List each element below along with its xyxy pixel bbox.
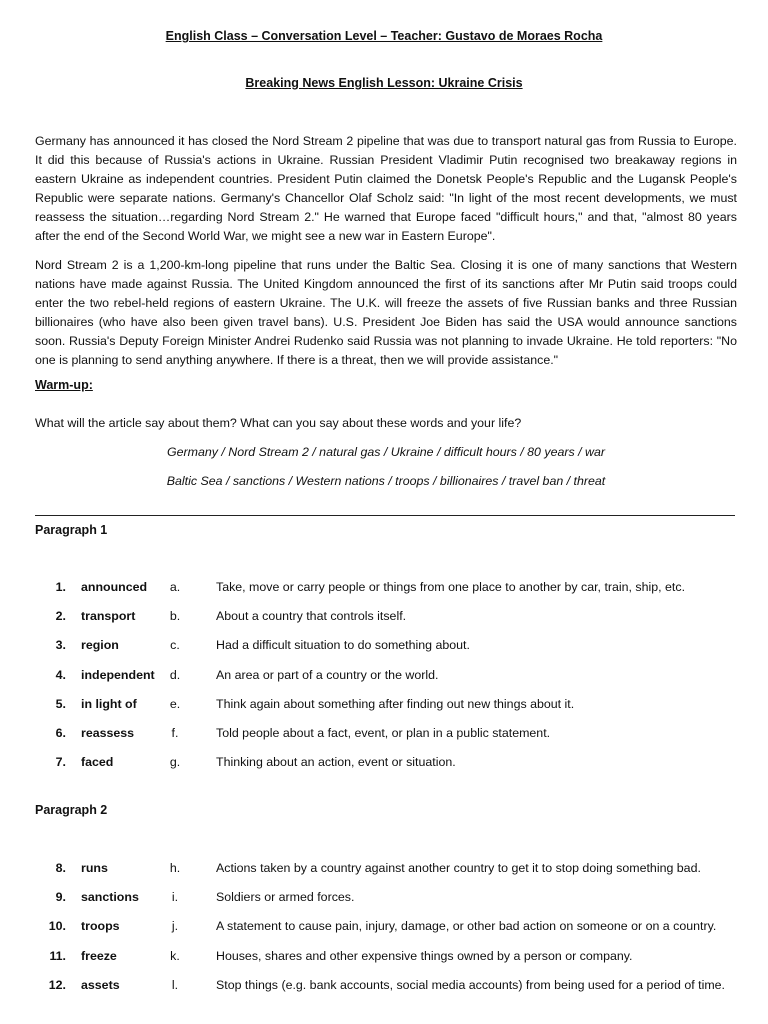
- vocab-definition: Actions taken by a country against another country to get it to stop doing something bad.: [216, 861, 701, 875]
- vocab-row: [0, 638, 768, 658]
- vocab-number: 12.: [48, 977, 66, 992]
- warmup-words-line-2: Baltic Sea / sanctions / Western nations / troops / billionaires / travel ban / threat: [166, 474, 606, 488]
- definition-letter: f.: [171, 726, 179, 740]
- vocab-word: in light of: [81, 696, 137, 711]
- vocab-number: 10.: [48, 919, 66, 934]
- vocab-number: 7.: [55, 755, 66, 770]
- vocab-row: [0, 755, 768, 775]
- vocab-number: 5.: [55, 696, 66, 711]
- definition-letter: h.: [169, 861, 181, 875]
- warmup-heading: Warm-up:: [35, 378, 93, 392]
- definition-letter: l.: [171, 977, 179, 992]
- vocab-word: assets: [81, 977, 120, 992]
- vocab-definition: Houses, shares and other expensive things owned by a person or company.: [216, 948, 633, 963]
- vocab-word: transport: [81, 609, 136, 624]
- vocab-word: freeze: [81, 948, 117, 963]
- definition-letter: b.: [169, 609, 181, 624]
- section-divider: [35, 515, 735, 516]
- definition-letter: a.: [169, 580, 181, 594]
- vocab-word: troops: [81, 919, 120, 934]
- vocab-row: [0, 949, 768, 969]
- definition-letter: e.: [169, 696, 181, 711]
- vocab-number: 11.: [49, 948, 66, 963]
- warmup-question: What will the article say about them? What can you say about these words and your life?: [35, 416, 522, 430]
- vocab-row: [0, 978, 768, 998]
- definition-letter: j.: [171, 919, 179, 934]
- vocab-definition: Told people about a fact, event, or plan in a public statement.: [216, 726, 551, 740]
- vocab-definition: About a country that controls itself.: [216, 609, 407, 624]
- vocab-row: [0, 580, 768, 600]
- vocab-word: sanctions: [81, 890, 139, 905]
- class-header: English Class – Conversation Level – Teacher: Gustavo de Moraes Rocha: [165, 29, 603, 43]
- warmup-words-line-1: Germany / Nord Stream 2 / natural gas / Ukraine / difficult hours / 80 years / war: [167, 445, 605, 459]
- vocab-word: announced: [81, 580, 148, 594]
- vocab-definition: Take, move or carry people or things from one place to another by car, train, ship, etc.: [216, 580, 686, 594]
- vocab-row: [0, 919, 768, 939]
- vocab-number: 4.: [55, 667, 66, 682]
- vocab-definition: Stop things (e.g. bank accounts, social media accounts) from being used for a period of time.: [216, 977, 725, 992]
- vocab-definition: An area or part of a country or the world.: [216, 667, 439, 682]
- vocab-word: faced: [81, 755, 114, 770]
- vocab-word: region: [81, 638, 119, 653]
- vocab-row: [0, 609, 768, 629]
- vocab-definition: Soldiers or armed forces.: [216, 890, 355, 905]
- article-paragraph-2: Nord Stream 2 is a 1,200-km-long pipeline that runs under the Baltic Sea. Closing it is one of many sanctions that Western nations have made against Russia. The United Kingdom announced the first of its sanctions after Mr Putin said troops could enter the two rebel-held regions of eastern Ukraine. The U.K. will freeze the assets of five Russian banks and three Russian billionaires (who have also been given travel bans). U.S. President Joe Biden has said the USA would announce sanctions soon. Russia's Deputy Foreign Minister Andrei Rudenko said Russia was not planning to invade Ukraine. He told reporters: "No one is planning to send anything anywhere. If there is a threat, then we will provide assistance.": [35, 258, 737, 367]
- definition-letter: d.: [169, 667, 181, 682]
- vocab-row: [0, 726, 768, 746]
- article-paragraph-1: Germany has announced it has closed the Nord Stream 2 pipeline that was due to transport natural gas from Russia to Europe. It did this because of Russia's actions in Ukraine. Russian President Vladimir Putin recognised two breakaway regions in eastern Ukraine as independent countries. President Putin claimed the Donetsk People's Republic and the Lugansk People's Republic were separate nations. Germany's Chancellor Olaf Scholz said: "In light of the most recent developments, we must reassess the situation…regarding Nord Stream 2." He warned that Europe faced "difficult hours," and that, "almost 80 years after the end of the Second World War, we might see a new war in Eastern Europe".: [35, 134, 737, 243]
- vocab-number: 9.: [55, 890, 66, 905]
- vocab-row: [0, 861, 768, 881]
- vocab-row: [0, 697, 768, 717]
- definition-letter: c.: [170, 638, 180, 653]
- vocab-row: [0, 668, 768, 688]
- section-heading-paragraph-2: Paragraph 2: [35, 803, 108, 817]
- vocab-number: 2.: [55, 609, 66, 624]
- definition-letter: g.: [169, 755, 181, 770]
- section-heading-paragraph-1: Paragraph 1: [35, 523, 108, 537]
- vocab-number: 3.: [55, 638, 66, 653]
- vocab-number: 6.: [55, 726, 66, 740]
- vocab-definition: Thinking about an action, event or situation.: [216, 755, 456, 770]
- vocab-definition: A statement to cause pain, injury, damage, or other bad action on someone or on a country.: [216, 919, 717, 934]
- vocab-word: runs: [81, 861, 108, 875]
- vocab-number: 1.: [55, 580, 66, 594]
- vocab-row: [0, 890, 768, 910]
- vocab-number: 8.: [55, 861, 66, 875]
- vocab-word: reassess: [81, 726, 135, 740]
- definition-letter: k.: [170, 948, 180, 963]
- definition-letter: i.: [171, 890, 179, 905]
- vocab-definition: Had a difficult situation to do something about.: [216, 638, 470, 653]
- lesson-title: Breaking News English Lesson: Ukraine Crisis: [245, 76, 523, 90]
- vocab-definition: Think again about something after finding out new things about it.: [216, 696, 575, 711]
- vocab-word: independent: [81, 667, 155, 682]
